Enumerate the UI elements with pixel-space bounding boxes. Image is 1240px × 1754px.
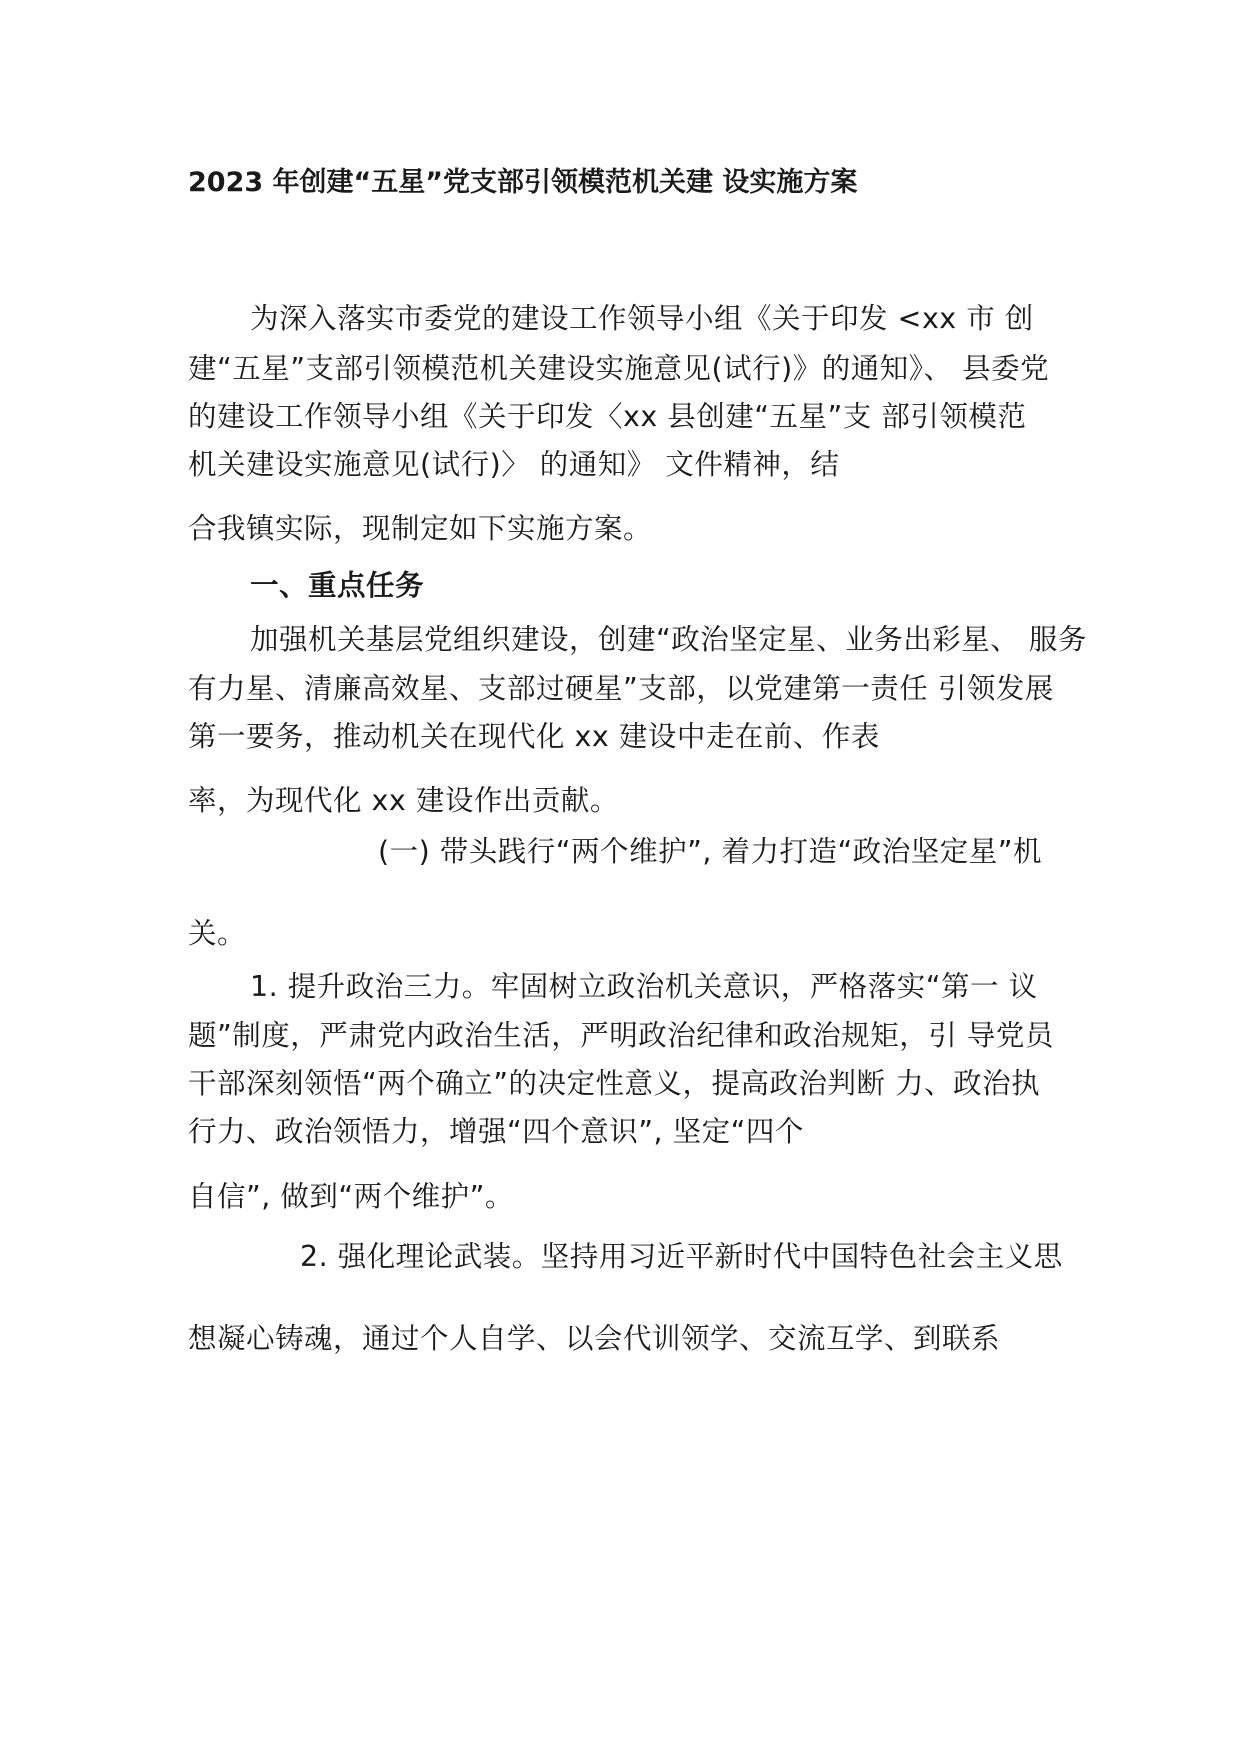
paragraph-line: 合我镇实际，现制定如下实施方案。 xyxy=(188,512,653,545)
paragraph-line: 关。 xyxy=(188,917,247,950)
paragraph-line: 的建设工作领导小组《关于印发〈xx 县创建“五星”支 部引领模范 xyxy=(188,400,1027,433)
subsection-heading: (一) 带头践行“两个维护”, 着力打造“政治坚定星”机 xyxy=(378,835,1042,868)
paragraph-line: 建“五星”支部引领模范机关建设实施意见(试行)》的通知》、 县委党 xyxy=(188,352,1050,385)
paragraph-line: 机关建设实施意见(试行)〉 的通知》 文件精神，结 xyxy=(188,448,840,481)
paragraph-line: 干部深刻领悟“两个确立”的决定性意义，提高政治判断 力、政治执 xyxy=(188,1067,1041,1100)
document-title: 2023 年创建“五星”党支部引领模范机关建 设实施方案 xyxy=(188,167,858,198)
paragraph-line: 行力、政治领悟力，增强“四个意识”, 坚定“四个 xyxy=(188,1115,804,1148)
paragraph-line: 有力星、清廉高效星、支部过硬星”支部，以党建第一责任 引领发展 xyxy=(188,672,1054,705)
paragraph-line: 率，为现代化 xx 建设作出贡献。 xyxy=(188,784,619,817)
paragraph-line: 1. 提升政治三力。牢固树立政治机关意识，严格落实“第一 议 xyxy=(250,970,1038,1003)
paragraph-line: 第一要务，推动机关在现代化 xx 建设中走在前、作表 xyxy=(188,720,880,753)
paragraph-line: 加强机关基层党组织建设，创建“政治坚定星、业务出彩星、 服务 xyxy=(250,623,1087,656)
paragraph-line: 自信”, 做到“两个维护”。 xyxy=(188,1180,514,1213)
paragraph-line: 想凝心铸魂，通过个人自学、以会代训领学、交流互学、到联系 xyxy=(188,1322,1001,1355)
paragraph-line: 2. 强化理论武装。坚持用习近平新时代中国特色社会主义思 xyxy=(300,1240,1063,1273)
paragraph-line: 题”制度，严肃党内政治生活，严明政治纪律和政治规矩，引 导党员 xyxy=(188,1019,1054,1052)
paragraph-line: 为深入落实市委党的建设工作领导小组《关于印发 <xx 市 创 xyxy=(250,302,1034,335)
section-heading: 一、重点任务 xyxy=(250,569,425,602)
